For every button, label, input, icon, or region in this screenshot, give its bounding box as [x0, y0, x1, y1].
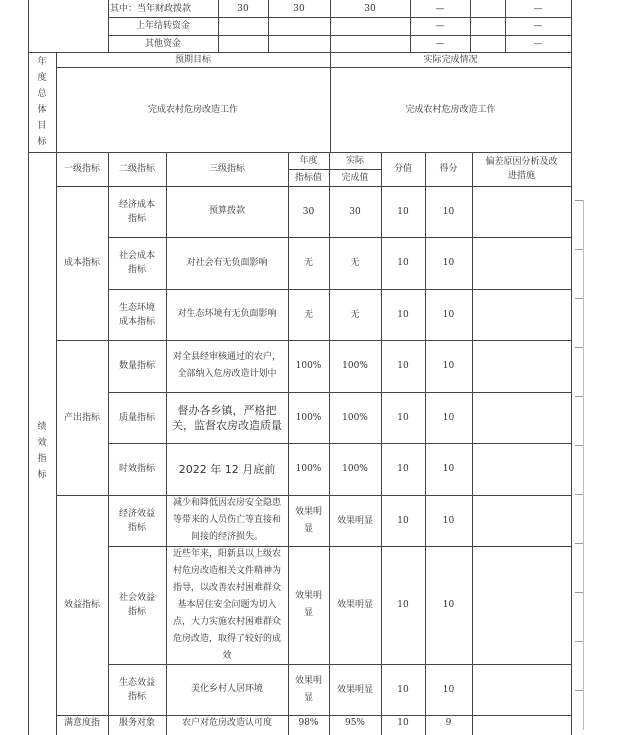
actual-result-text: 完成农村危房改造工作 — [405, 104, 496, 115]
level3-cell: 2022 年 12 月底前 — [178, 462, 276, 476]
header-score-value: 分值 — [393, 164, 412, 174]
header-level3: 三级指标 — [208, 164, 245, 174]
target-value-cell: 效果明显 — [294, 675, 322, 703]
v-rule — [410, 0, 411, 52]
h-rule — [56, 715, 571, 716]
funding-row3-label: 其他资金 — [144, 38, 181, 49]
v-rule — [330, 52, 331, 152]
v-rule — [28, 52, 29, 735]
actual-value-cell: 效果明显 — [336, 515, 373, 526]
h-rule — [108, 289, 571, 290]
level2-cell: 数量指标 — [118, 361, 155, 371]
score-cell: 10 — [442, 206, 455, 217]
actual-value-cell: 30 — [349, 206, 361, 217]
h-rule — [108, 392, 571, 393]
weight-cell: 10 — [397, 515, 409, 526]
expected-goal-text: 完成农村危房改造工作 — [147, 104, 238, 115]
actual-value-cell: 效果明显 — [336, 684, 373, 695]
deviation-cell — [472, 289, 571, 340]
funding-row2-label: 上年结转资金 — [135, 21, 190, 31]
h-rule — [108, 546, 571, 547]
margin-mark — [575, 592, 583, 593]
actual-value-cell: 效果明显 — [336, 600, 373, 610]
v-rule — [28, 0, 29, 52]
level2-cell: 社会成本指标 — [118, 251, 155, 275]
performance-side-label: 绩效指标 — [37, 421, 47, 480]
deviation-cell — [472, 715, 571, 730]
actual-value-cell: 无 — [350, 258, 360, 268]
level2-cell: 经济成本指标 — [118, 199, 155, 224]
target-value-cell: 无 — [303, 309, 313, 320]
header-annual-b: 指标值 — [294, 172, 322, 183]
margin-mark — [575, 543, 583, 544]
margin-mark — [575, 298, 583, 299]
h-rule — [28, 152, 571, 153]
funding-row3-v6: — — [533, 38, 543, 49]
header-deviation: 偏差原因分析及改进措施 — [485, 157, 558, 181]
level2-cell: 服务对象 — [118, 717, 155, 728]
group-benefit-label: 效益指标 — [63, 600, 100, 610]
group-cost-label: 成本指标 — [63, 258, 100, 268]
target-value-cell: 效果明显 — [294, 591, 322, 618]
level3-cell: 近些年来，阳新县以上级农村危房改造相关文件精神为指导，以改善农村困难群众基本居住安全问题为切入点，大力实施农村困难群众危房改造，取得了较好的成效 — [172, 548, 281, 661]
level2-cell: 质量指标 — [118, 412, 155, 423]
v-rule — [56, 52, 57, 735]
level3-cell: 督办各乡镇，严格把关，监督农房改造质量 — [172, 403, 282, 432]
level2-cell: 时效指标 — [118, 464, 155, 474]
v-rule — [330, 0, 331, 52]
actual-value-cell: 95% — [344, 717, 365, 728]
weight-cell: 10 — [397, 309, 409, 320]
margin-mark — [575, 347, 583, 348]
score-cell: 10 — [442, 309, 455, 320]
deviation-cell — [472, 186, 571, 237]
deviation-cell — [472, 443, 571, 495]
target-value-cell: 98% — [298, 717, 319, 728]
h-rule — [108, 17, 571, 18]
target-value-cell: 效果明显 — [294, 506, 322, 534]
h-rule — [56, 340, 571, 341]
header-level1: 一级指标 — [63, 164, 100, 174]
deviation-cell — [472, 664, 571, 715]
level2-cell: 生态效益指标 — [118, 677, 155, 702]
level3-cell: 预算拨款 — [208, 206, 245, 216]
deviation-cell — [472, 237, 571, 289]
score-cell: 10 — [442, 464, 455, 474]
h-rule — [56, 495, 571, 496]
weight-cell: 10 — [397, 361, 409, 371]
margin-mark — [575, 396, 583, 397]
weight-cell: 10 — [397, 717, 409, 728]
level3-cell: 对生态环境有无负面影响 — [177, 309, 277, 319]
weight-cell: 10 — [397, 684, 409, 695]
weight-cell: 10 — [397, 206, 409, 217]
level3-cell: 减少和降低因农房安全隐患等带来的人员伤亡等直接和间接的经济损失。 — [172, 498, 281, 542]
h-rule — [28, 52, 571, 53]
v-rule — [218, 0, 219, 52]
funding-row1-label: 其中：当年财政拨款 — [110, 3, 192, 14]
score-cell: 10 — [442, 412, 455, 423]
group-satisfaction-label: 满意度指 — [63, 717, 100, 728]
annual-goal-side-label: 年度总体目标 — [37, 57, 47, 147]
margin-mark — [575, 690, 583, 691]
actual-result-header: 实际完成情况 — [423, 54, 478, 65]
margin-mark — [575, 494, 583, 495]
h-rule — [108, 664, 571, 665]
score-cell: 9 — [445, 717, 452, 728]
v-rule — [268, 0, 269, 52]
deviation-cell — [472, 546, 571, 664]
header-score: 得分 — [439, 164, 458, 174]
margin-mark — [575, 445, 583, 446]
actual-value-cell: 100% — [342, 412, 368, 423]
actual-value-cell: 100% — [342, 361, 368, 371]
funding-row1-v4: — — [435, 3, 445, 14]
h-rule — [56, 67, 571, 68]
weight-cell: 10 — [397, 258, 409, 268]
h-rule — [288, 169, 381, 170]
margin-mark — [575, 641, 583, 642]
header-level2: 二级指标 — [118, 164, 155, 174]
group-output-label: 产出指标 — [63, 412, 100, 423]
funding-row2-v6: — — [533, 21, 543, 31]
level3-cell: 对社会有无负面影响 — [186, 257, 268, 268]
h-rule — [56, 186, 571, 187]
score-cell: 10 — [442, 361, 455, 371]
level2-cell: 经济效益指标 — [118, 508, 155, 533]
level2-cell: 生态环境成本指标 — [118, 302, 155, 327]
deviation-cell — [472, 340, 571, 392]
margin-mark — [575, 249, 583, 250]
h-rule — [108, 35, 571, 36]
target-value-cell: 100% — [295, 361, 322, 371]
funding-row1-v1: 30 — [237, 3, 249, 14]
v-rule — [505, 0, 506, 52]
margin-mark — [575, 200, 583, 201]
score-cell: 10 — [442, 258, 455, 268]
level2-cell: 社会效益指标 — [118, 593, 155, 617]
target-value-cell: 100% — [295, 412, 322, 423]
score-cell: 10 — [442, 600, 455, 610]
v-rule — [571, 52, 572, 735]
v-rule — [108, 0, 109, 52]
actual-value-cell: 无 — [350, 309, 360, 320]
v-rule — [470, 0, 471, 52]
funding-row1-v6: — — [533, 3, 543, 14]
funding-row1-v2: 30 — [293, 3, 305, 14]
score-cell: 10 — [442, 515, 455, 526]
header-actual-a: 实际 — [345, 155, 364, 166]
target-value-cell: 无 — [303, 258, 313, 268]
deviation-cell — [472, 392, 571, 443]
h-rule — [108, 443, 571, 444]
score-cell: 10 — [442, 684, 455, 695]
h-rule — [108, 237, 571, 238]
weight-cell: 10 — [397, 412, 409, 423]
level3-cell: 农户对危房改造认可度 — [181, 717, 272, 728]
target-value-cell: 100% — [295, 464, 322, 474]
weight-cell: 10 — [397, 464, 409, 474]
deviation-cell — [472, 495, 571, 546]
funding-row2-v4: — — [435, 21, 445, 31]
weight-cell: 10 — [397, 600, 409, 610]
funding-row1-v3: 30 — [364, 3, 376, 14]
header-annual-a: 年度 — [299, 155, 318, 166]
v-rule — [571, 0, 572, 52]
target-value-cell: 30 — [302, 206, 315, 217]
header-actual-b: 完成值 — [341, 172, 369, 183]
expected-goal-header: 预期目标 — [174, 54, 211, 65]
funding-row3-v4: — — [435, 38, 445, 49]
margin-rule — [583, 200, 584, 730]
actual-value-cell: 100% — [342, 464, 368, 474]
level3-cell: 美化乡村人居环境 — [190, 684, 263, 694]
level3-cell: 对全县经审核通过的农户，全部纳入危房改造计划中 — [172, 352, 281, 379]
